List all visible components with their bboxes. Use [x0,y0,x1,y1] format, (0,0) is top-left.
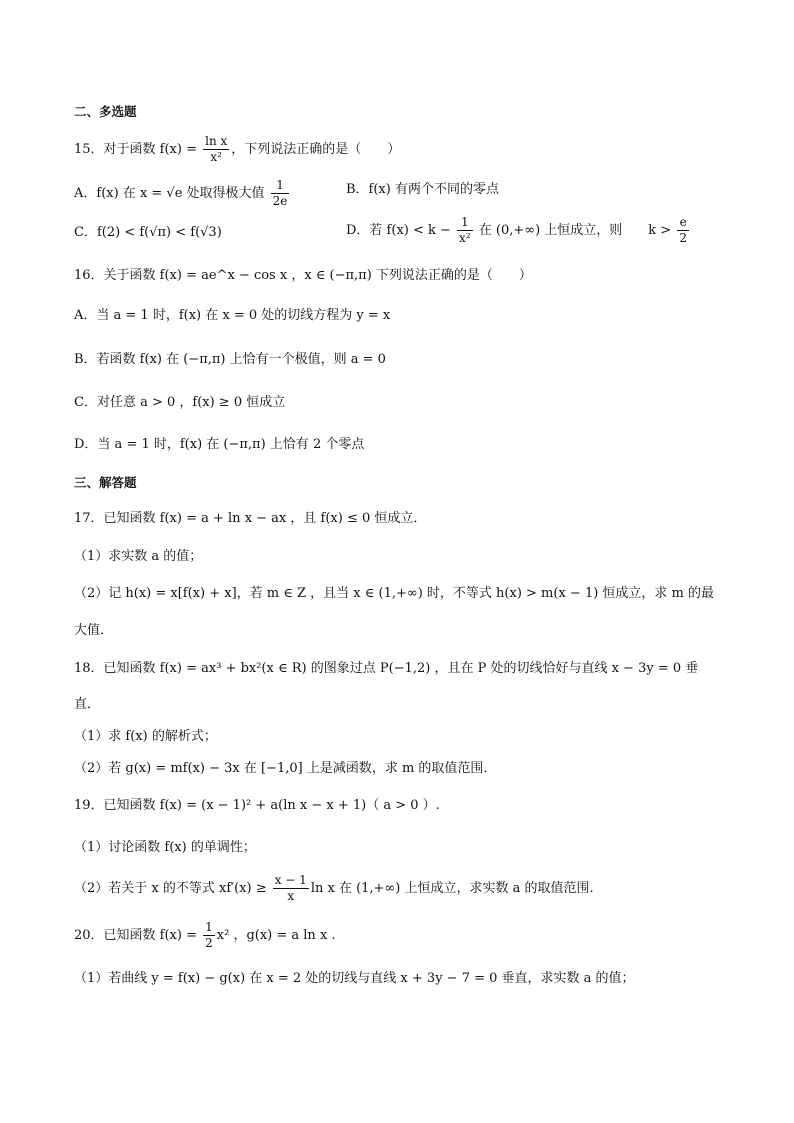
q15-d-num2: e [677,215,689,231]
q15-option-b: B．f(x) 有两个不同的零点 [346,182,499,197]
q15-stem-text: 15．对于函数 f(x) = [74,142,202,157]
q20-stem-tail: x² ，g(x) = a ln x . [216,928,336,943]
question-15-stem [74,134,400,165]
q15-fraction [203,134,229,165]
question-18-stem: 18．已知函数 f(x) = ax³ + bx²(x ∈ R) 的图象过点 P(−1,2) ，且在 P 处的切线恰好与直线 x − 3y = 0 垂 [74,661,699,676]
question-16-stem: 16．关于函数 f(x) = ae^x − cos x ，x ∈ (−π,π) 下列说法正确的是（ ） [74,268,532,283]
q20-frac-den: 2 [205,936,213,950]
q17-part-2: （2）记 h(x) = x[f(x) + x]，若 m ∈ Z ，且当 x ∈ (1,+∞) 时，不等式 h(x) > m(x − 1) 恒成立，求 m 的最 [74,586,715,601]
q17-part-2-cont: 大值． [74,623,114,638]
q18-stem-cont: 直． [74,697,101,712]
q15-a-num: 1 [271,178,290,194]
q15-option-d-fraction2 [677,215,689,246]
q19-part-2-text: （2）若关于 x 的不等式 xf′(x) ≥ [74,881,271,896]
q17-part-1: （1）求实数 a 的值； [74,549,203,564]
q15-option-a-text: A．f(x) 在 x = √e 处取得极大值 [74,186,269,201]
q15-stem-tail: ，下列说法正确的是（ ） [231,142,401,157]
q15-frac-den: x² [210,150,222,164]
q16-option-c: C．对任意 a > 0 ，f(x) ≥ 0 恒成立 [74,395,286,410]
q15-option-a-fraction [271,178,290,209]
question-19-stem: 19．已知函数 f(x) = (x − 1)² + a(ln x − x + 1)（ a > 0 ）. [74,798,440,813]
q20-part-1: （1）若曲线 y = f(x) − g(x) 在 x = 2 处的切线与直线 x + 3y − 7 = 0 垂直，求实数 a 的值； [74,971,635,986]
question-20-stem [74,920,336,951]
q15-option-d-mid: 在 (0,+∞) 上恒成立，则 k > [474,223,676,238]
q15-a-den: 2e [272,194,288,208]
q16-option-b: B．若函数 f(x) 在 (−π,π) 上恰有一个极值，则 a = 0 [74,352,386,367]
q16-option-d: D．当 a = 1 时，f(x) 在 (−π,π) 上恰有 2 个零点 [74,437,365,452]
q18-part-1: （1）求 f(x) 的解析式； [74,729,217,744]
question-17-stem: 17．已知函数 f(x) = a + ln x − ax ，且 f(x) ≤ 0 恒成立． [74,511,427,526]
q19-frac-num: x − 1 [274,873,307,887]
q15-option-a [74,178,291,209]
q20-frac-num: 1 [205,920,213,934]
q19-part-2-tail: ln x 在 (1,+∞) 上恒成立，求实数 a 的取值范围. [310,881,594,896]
q15-option-c: C．f(2) < f(√π) < f(√3) [74,225,222,240]
section-heading-multiple-choice: 二、多选题 [74,104,137,119]
q19-fraction [273,873,309,904]
q18-part-2: （2）若 g(x) = mf(x) − 3x 在 [−1,0] 上是减函数，求 m 的取值范围． [74,761,497,776]
q15-frac-num: ln x [205,134,228,148]
q20-stem-text: 20．已知函数 f(x) = [74,928,202,943]
q16-option-a: A．当 a = 1 时，f(x) 在 x = 0 处的切线方程为 y = x [74,308,391,323]
q15-d-den: x² [459,231,471,245]
q19-frac-den: x [287,889,295,903]
q19-part-2 [74,873,594,904]
q20-fraction [203,920,215,951]
section-heading-solutions: 三、解答题 [74,475,137,490]
q15-d-den2: 2 [679,231,687,245]
q15-option-d [346,215,691,246]
q19-part-1: （1）讨论函数 f(x) 的单调性； [74,840,256,855]
q15-d-num: 1 [457,215,473,231]
q15-option-d-text: D．若 f(x) < k − [346,223,456,238]
q15-option-d-fraction [457,215,473,246]
